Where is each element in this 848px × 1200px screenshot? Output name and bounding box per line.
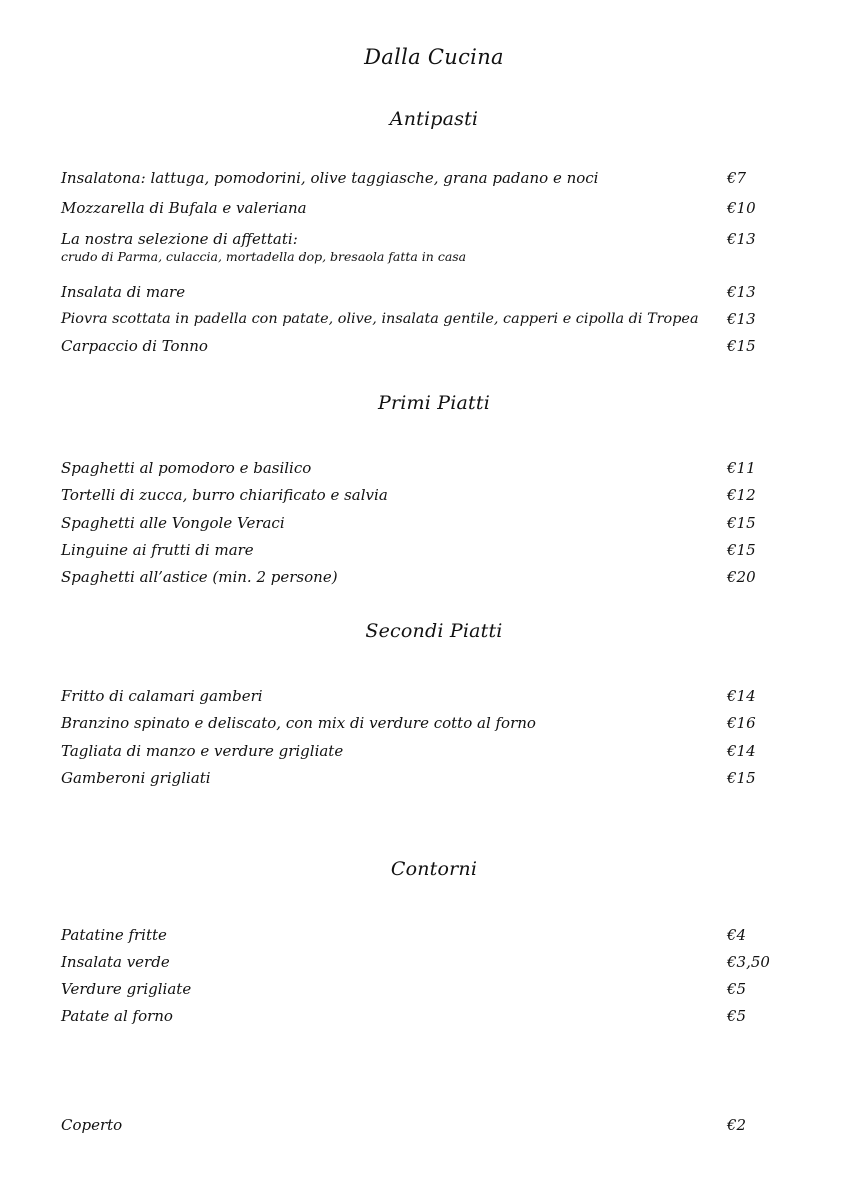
menu-item-price: €5 — [727, 980, 747, 998]
menu-item — [61, 953, 170, 971]
menu-item — [61, 541, 254, 559]
section-title-primi-piatti: Primi Piatti — [377, 392, 490, 414]
menu-item-name: Tagliata di manzo e verdure grigliate — [61, 742, 344, 760]
section-title-antipasti: Antipasti — [389, 108, 479, 130]
menu-item-name: La nostra selezione di affettati: — [61, 230, 298, 248]
menu-item-name: Patate al forno — [61, 1007, 173, 1025]
menu-item-name: Spaghetti all’astice (min. 2 persone) — [61, 568, 338, 586]
menu-item — [61, 714, 536, 732]
menu-item-price: €15 — [727, 541, 756, 559]
menu-item-detail: crudo di Parma, culaccia, mortadella dop, bresaola fatta in casa — [61, 249, 467, 264]
coperto-name: Coperto — [61, 1116, 123, 1134]
menu-item-name: Insalata di mare — [61, 283, 186, 301]
menu-item-name: Insalatona: lattuga, pomodorini, olive taggiasche, grana padano e noci — [61, 169, 599, 187]
menu-item — [61, 980, 191, 998]
menu-item-name: Mozzarella di Bufala e valeriana — [61, 199, 307, 217]
menu-item-name: Spaghetti alle Vongole Veraci — [61, 514, 285, 532]
menu-item-name: Patatine fritte — [61, 926, 167, 944]
menu-item-price: €15 — [727, 337, 756, 355]
menu-item — [61, 568, 338, 586]
menu-item-name: Piovra scottata in padella con patate, olive, insalata gentile, capperi e cipolla di Tropea — [61, 311, 699, 327]
menu-item-price: €13 — [727, 230, 756, 248]
menu-item — [61, 514, 285, 532]
menu-item-name: Spaghetti al pomodoro e basilico — [61, 459, 312, 477]
menu-item-price: €14 — [727, 742, 756, 760]
menu-item — [61, 486, 388, 504]
menu-item — [61, 310, 699, 328]
menu-item-price: €4 — [727, 926, 747, 944]
menu-item-price: €5 — [727, 1007, 747, 1025]
menu-item — [61, 230, 466, 265]
coperto-price: €2 — [727, 1116, 747, 1134]
menu-item — [61, 687, 263, 705]
section-title-contorni: Contorni — [390, 858, 478, 880]
menu-item-price: €13 — [727, 310, 756, 328]
page-title: Dalla Cucina — [364, 45, 504, 69]
menu-item-price: €11 — [727, 459, 756, 477]
menu-item-name: Branzino spinato e deliscato, con mix di verdure cotto al forno — [61, 714, 536, 732]
menu-item-price: €14 — [727, 687, 756, 705]
menu-item-name: Linguine ai frutti di mare — [61, 541, 254, 559]
menu-item-name: Verdure grigliate — [61, 980, 192, 998]
menu-item — [61, 1007, 173, 1025]
coperto-label — [61, 1116, 122, 1134]
menu-item-price: €13 — [727, 283, 756, 301]
menu-item-name: Carpaccio di Tonno — [61, 337, 208, 355]
menu-item-price: €3,50 — [727, 953, 770, 971]
menu-item — [61, 169, 598, 187]
menu-item — [61, 926, 167, 944]
menu-item-price: €16 — [727, 714, 756, 732]
menu-item-price: €12 — [727, 486, 756, 504]
menu-item — [61, 769, 211, 787]
section-title-secondi-piatti: Secondi Piatti — [365, 620, 503, 642]
menu-item-name: Insalata verde — [61, 953, 170, 971]
menu-item — [61, 742, 343, 760]
menu-item — [61, 199, 307, 217]
menu-item-name: Tortelli di zucca, burro chiarificato e salvia — [61, 486, 388, 504]
menu-item — [61, 283, 185, 301]
menu-item-price: €15 — [727, 769, 756, 787]
menu-item-price: €20 — [727, 568, 756, 586]
menu-item — [61, 459, 311, 477]
menu-item-name: Gamberoni grigliati — [61, 769, 211, 787]
menu-item-price: €15 — [727, 514, 756, 532]
menu-item-price: €7 — [727, 169, 747, 187]
menu-item-name: Fritto di calamari gamberi — [61, 687, 263, 705]
menu-item-price: €10 — [727, 199, 756, 217]
menu-item — [61, 337, 208, 355]
